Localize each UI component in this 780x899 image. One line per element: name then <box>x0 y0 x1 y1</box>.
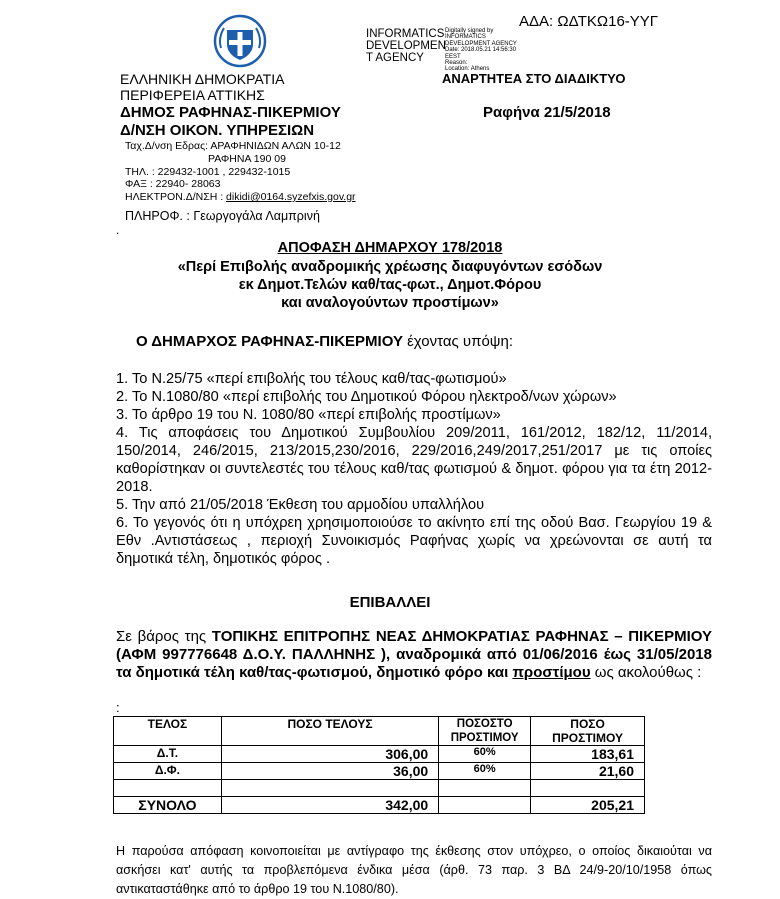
consideration-item: 4. Τις αποφάσεις του Δημοτικού Συμβουλίου 209/2011, 161/2012, 182/12, 11/2014, 150/2014, 246/2015, 213/2015,230/2016, 229/2016,249/2017,251/2017 με τις οποίες καθορίστηκαν οι συντελεστές του τέλους καθ/τας φωτισμού & δημοτ. φόρου για τα έτη 2012-2018. <box>116 425 712 495</box>
signature-detail: EEST <box>445 53 461 60</box>
fee-name: Δ.Φ. <box>114 763 222 780</box>
mayor-title: Ο ΔΗΜΑΡΧΟΣ ΡΑΦΗΝΑΣ-ΠΙΚΕΡΜΙΟΥ <box>136 333 403 350</box>
region-label: ΠΕΡΙΦΕΡΕΙΑ ΑΤΤΙΚΗΣ <box>120 87 265 103</box>
fee-name <box>114 780 222 797</box>
municipality-label: ΔΗΜΟΣ ΡΑΦΗΝΑΣ-ΠΙΚΕΡΜΙΟΥ <box>120 104 341 121</box>
mayor-line-tail: έχοντας υπόψη: <box>402 333 513 350</box>
charge-tail: ως ακολούθως : <box>590 664 702 681</box>
place-date: Ραφήνα 21/5/2018 <box>483 104 611 121</box>
stray-dot: . <box>116 223 120 237</box>
email-line <box>125 191 356 203</box>
imposes-heading: ΕΠΙΒΑΛΛΕΙ <box>349 594 431 611</box>
consideration-item: 5. Την από 21/05/2018 Έκθεση του αρμοδίου υπαλλήλου <box>116 497 485 513</box>
total-label: ΣΥΝΟΛΟ <box>114 797 222 814</box>
mayor-line <box>136 333 513 350</box>
decision-subject-line: και αναλογούντων προστίμων» <box>281 295 499 311</box>
email-link[interactable]: dikidi@0164.syzefxis.gov.gr <box>226 191 356 203</box>
table-header-row <box>114 717 645 746</box>
signature-name-line: T AGENCY <box>366 52 424 64</box>
consideration-item: 2. Το Ν.1080/80 «περί επιβολής του Δημοτικού Φόρου ηλεκτροδ/νων χώρων» <box>116 389 617 405</box>
directorate-label: Δ/ΝΣΗ ΟΙΚΟΝ. ΥΠΗΡΕΣΙΩΝ <box>120 122 315 139</box>
footer-paragraph: Η παρούσα απόφαση κοινοποιείται με αντίγραφο της έκθεσης στον υπόχρεο, ο οποίος δικαιούται να ασκήσει κατ' αυτής τα προβλεπόμενα ένδικα μέσα (άρθ. 73 παρ. 3 ΒΔ 24/9-20/10/1958 όπως αντικαταστάθηκε από το άρθρο 19 του Ν.1080/80). <box>116 844 712 896</box>
consideration-item: 3. Το άρθρο 19 του Ν. 1080/80 «περί επιβολής προστίμων» <box>116 407 501 423</box>
charge-fine-word: προστίμου <box>512 664 591 681</box>
decision-subject-line: «Περί Επιβολής αναδρομικής χρέωσης διαφυγόντων εσόδων <box>177 259 603 275</box>
info-line: ΠΛΗΡΟΦ. : Γεωργογάλα Λαμπρινή <box>125 209 320 223</box>
city-line: ΡΑΦΗΝΑ 190 09 <box>208 153 286 165</box>
fees-table <box>113 716 645 814</box>
charge-paragraph <box>116 628 712 682</box>
email-label: ΗΛΕΚΤΡΟΝ.Δ/ΝΣΗ : <box>125 191 224 203</box>
decision-title: ΑΠΟΦΑΣΗ ΔΗΜΑΡΧΟΥ 178/2018 <box>277 240 503 256</box>
ada-code: ΑΔΑ: ΩΔΤΚΩ16-ΥΥΓ <box>519 13 659 30</box>
digital-signature-details <box>445 28 517 73</box>
table-row <box>114 780 645 797</box>
charge-body: ΤΟΠΙΚΗΣ ΕΠΙΤΡΟΠΗΣ ΝΕΑΣ ΔΗΜΟΚΡΑΤΙΑΣ ΡΑΦΗΝΑΣ – ΠΙΚΕΡΜΙΟΥ (ΑΦΜ 997776648 Δ.Ο.Υ. ΠΑΛΛΗΝΗΣ ), αναδρομικά από 01/06/2016 έως 31/05/2018 τα δημοτικά τέλη καθ/τας-φωτισμού, δημοτικό φόρο και <box>116 628 712 681</box>
signature-name-line: DEVELOPMEN <box>366 40 446 52</box>
fine-percent: 60% <box>439 746 531 763</box>
fee-amount: 36,00 <box>221 763 438 780</box>
column-header: ΠΟΣΟΣΤΟ ΠΡΟΣΤΙΜΟΥ <box>439 717 531 746</box>
signature-detail: Date: 2018.05.21 14:56:30 <box>445 47 517 54</box>
signature-detail: Location: Athens <box>445 66 490 73</box>
posting-notice: ΑΝΑΡΤΗΤΕΑ ΣΤΟ ΔΙΑΔΙΚΤΥΟ <box>442 71 626 86</box>
signature-detail: Digitally signed by <box>445 28 494 34</box>
total-fine: 205,21 <box>531 797 645 814</box>
column-header: ΤΕΛΟΣ <box>114 717 222 746</box>
table-row <box>114 763 645 780</box>
total-percent <box>439 797 531 814</box>
fine-percent <box>439 780 531 797</box>
table-total-row <box>114 797 645 814</box>
total-amount: 342,00 <box>221 797 438 814</box>
fee-name: Δ.Τ. <box>114 746 222 763</box>
greek-republic-seal-icon <box>213 14 267 68</box>
column-header: ΠΟΣΟ ΤΕΛΟΥΣ <box>221 717 438 746</box>
signature-name-line: INFORMATICS <box>366 28 445 40</box>
consideration-item: 1. Το Ν.25/75 «περί επιβολής του τέλους καθ/τας-φωτισμού» <box>116 371 507 387</box>
signature-detail: Reason: <box>445 60 468 67</box>
decision-subject-line: εκ Δημοτ.Τελών καθ/τας-φωτ., Δημοτ.Φόρου <box>238 277 542 293</box>
phone-line: ΤΗΛ. : 229432-1001 , 229432-1015 <box>125 166 291 178</box>
fee-amount: 306,00 <box>221 746 438 763</box>
fine-amount: 21,60 <box>531 763 645 780</box>
column-header: ΠΟΣΟ ΠΡΟΣΤΙΜΟΥ <box>531 717 645 746</box>
charge-lead: Σε βάρος της <box>116 628 212 645</box>
signature-detail: INFORMATICS <box>445 34 486 41</box>
fax-line: ΦΑΞ : 22940- 28063 <box>125 178 221 190</box>
consideration-item: 6. Το γεγονός ότι η υπόχρεη χρησιμοποιούσε το ακίνητο επί της οδού Βασ. Γεωργίου 19 & Εθν .Αντιστάσεως , περιοχή Συνοικισμός Ραφήνας χωρίς να χρεώνονται σε αυτή τα δημοτικά τέλη, δημοτικός φόρος . <box>116 515 712 567</box>
charge-colon: : <box>116 700 120 715</box>
table-row <box>114 746 645 763</box>
digital-signature-name <box>366 28 446 64</box>
address-line: Ταχ.Δ/νση Εδρας: ΑΡΑΦΗΝΙΔΩΝ ΑΛΩΝ 10-12 <box>125 140 341 152</box>
republic-label: ΕΛΛΗΝΙΚΗ ΔΗΜΟΚΡΑΤΙΑ <box>120 71 285 87</box>
fine-amount <box>531 780 645 797</box>
signature-detail: DEVELOPMENT AGENCY <box>445 40 517 47</box>
considerations-list <box>116 370 712 568</box>
fine-percent: 60% <box>439 763 531 780</box>
fine-amount: 183,61 <box>531 746 645 763</box>
fee-amount <box>221 780 438 797</box>
